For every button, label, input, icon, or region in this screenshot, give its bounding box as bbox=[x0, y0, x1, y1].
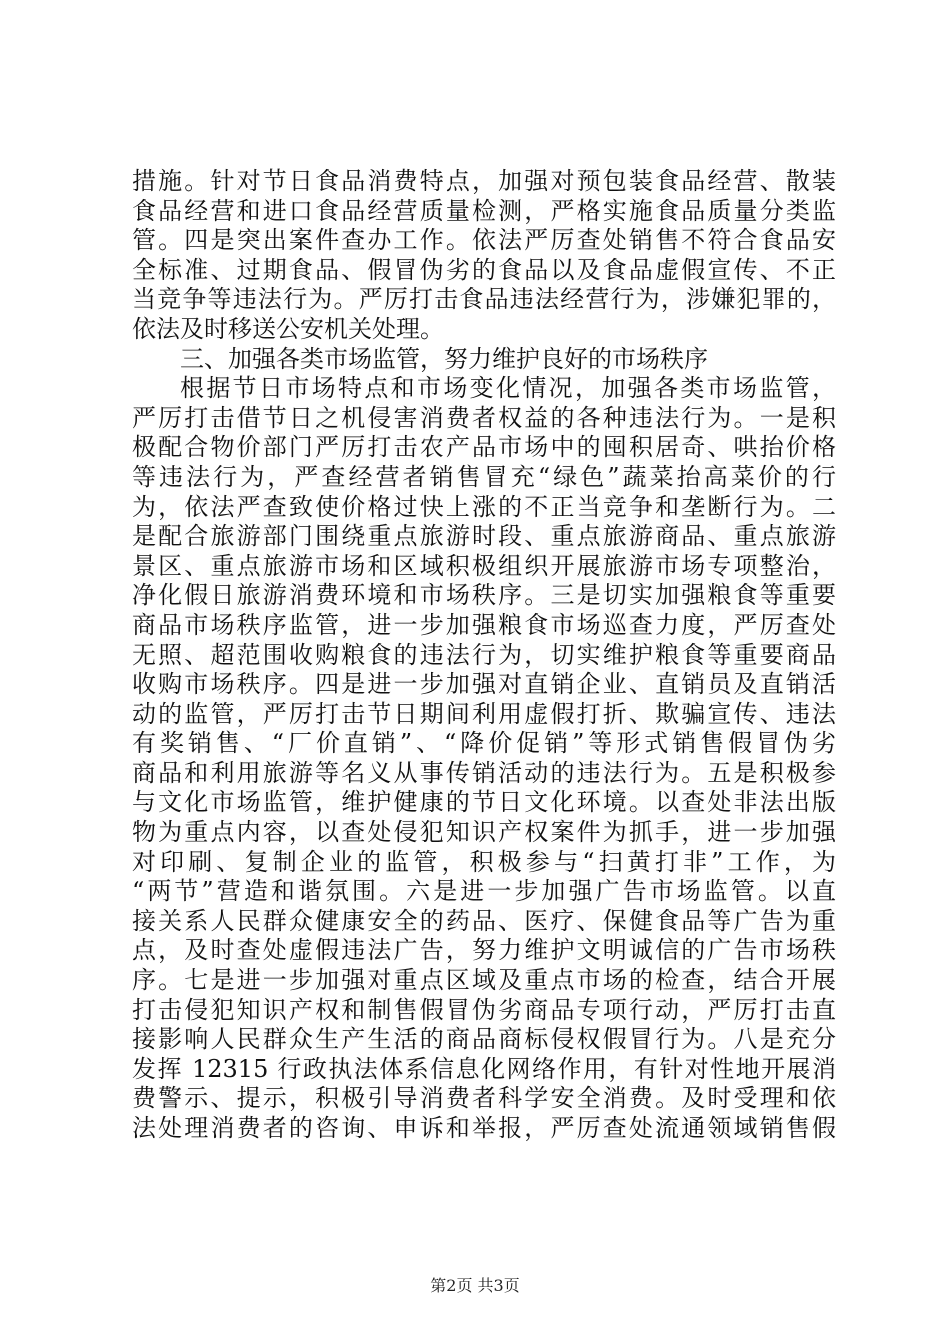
text-line: 无照、超范围收购粮食的违法行为，切实维护粮食等重要商品 bbox=[132, 640, 836, 669]
section-heading: 三、加强各类市场监管，努力维护良好的市场秩序 bbox=[180, 344, 708, 373]
text-line: 景区、重点旅游市场和区域积极组织开展旅游市场专项整治， bbox=[132, 551, 836, 580]
text-line: 商品和利用旅游等名义从事传销活动的违法行为。五是积极参 bbox=[132, 758, 836, 787]
text-line: 与文化市场监管，维护健康的节日文化环境。以查处非法出版 bbox=[132, 788, 836, 817]
text-line: 序。七是进一步加强对重点区域及重点市场的检查，结合开展 bbox=[132, 966, 836, 995]
text-line: 全标准、过期食品、假冒伪劣的食品以及食品虚假宣传、不正 bbox=[132, 255, 836, 284]
text-line: 发挥 12315 行政执法体系信息化网络作用，有针对性地开展消 bbox=[132, 1054, 836, 1083]
text-line: 商品市场秩序监管，进一步加强粮食市场巡查力度，严厉查处 bbox=[132, 610, 836, 639]
text-line: 法处理消费者的咨询、申诉和举报，严厉查处流通领域销售假 bbox=[132, 1114, 836, 1142]
text-line: 对印刷、复制企业的监管，积极参与“扫黄打非”工作，为 bbox=[132, 847, 836, 876]
text-line: 收购市场秩序。四是进一步加强对直销企业、直销员及直销活 bbox=[132, 670, 836, 699]
text-line: 管。四是突出案件查办工作。依法严厉查处销售不符合食品安 bbox=[132, 226, 836, 255]
text-line: 当竞争等违法行为。严厉打击食品违法经营行为，涉嫌犯罪的， bbox=[132, 285, 836, 314]
text-line: 是配合旅游部门围绕重点旅游时段、重点旅游商品、重点旅游 bbox=[132, 522, 836, 551]
document-body bbox=[132, 167, 836, 1144]
text-line: 有奖销售、“厂价直销”、“降价促销”等形式销售假冒伪劣 bbox=[132, 729, 836, 758]
page-footer: 第2页 共3页 bbox=[430, 1276, 520, 1295]
text-line: 极配合物价部门严厉打击农产品市场中的囤积居奇、哄抬价格 bbox=[132, 433, 836, 462]
text-line: 接影响人民群众生产生活的商品商标侵权假冒行为。八是充分 bbox=[132, 1025, 836, 1054]
text-line: 打击侵犯知识产权和制售假冒伪劣商品专项行动，严厉打击直 bbox=[132, 995, 836, 1024]
text-line: 等违法行为，严查经营者销售冒充“绿色”蔬菜抬高菜价的行 bbox=[132, 462, 836, 491]
text-line: 费警示、提示，积极引导消费者科学安全消费。及时受理和依 bbox=[132, 1084, 836, 1113]
text-line: 动的监管，严厉打击节日期间利用虚假打折、欺骗宣传、违法 bbox=[132, 699, 836, 728]
text-line: “两节”营造和谐氛围。六是进一步加强广告市场监管。以直 bbox=[132, 877, 836, 906]
text-line: 依法及时移送公安机关处理。 bbox=[132, 314, 444, 343]
text-line: 为，依法严查致使价格过快上涨的不正当竞争和垄断行为。二 bbox=[132, 492, 836, 521]
text-line: 物为重点内容，以查处侵犯知识产权案件为抓手，进一步加强 bbox=[132, 818, 836, 847]
text-line: 根据节日市场特点和市场变化情况，加强各类市场监管， bbox=[180, 374, 836, 403]
text-line: 食品经营和进口食品经营质量检测，严格实施食品质量分类监 bbox=[132, 196, 836, 225]
text-line: 接关系人民群众健康安全的药品、医疗、保健食品等广告为重 bbox=[132, 906, 836, 935]
text-line: 点，及时查处虚假违法广告，努力维护文明诚信的广告市场秩 bbox=[132, 936, 836, 965]
text-line: 严厉打击借节日之机侵害消费者权益的各种违法行为。一是积 bbox=[132, 403, 836, 432]
text-line: 措施。针对节日食品消费特点，加强对预包装食品经营、散装 bbox=[132, 167, 836, 195]
text-line: 净化假日旅游消费环境和市场秩序。三是切实加强粮食等重要 bbox=[132, 581, 836, 610]
